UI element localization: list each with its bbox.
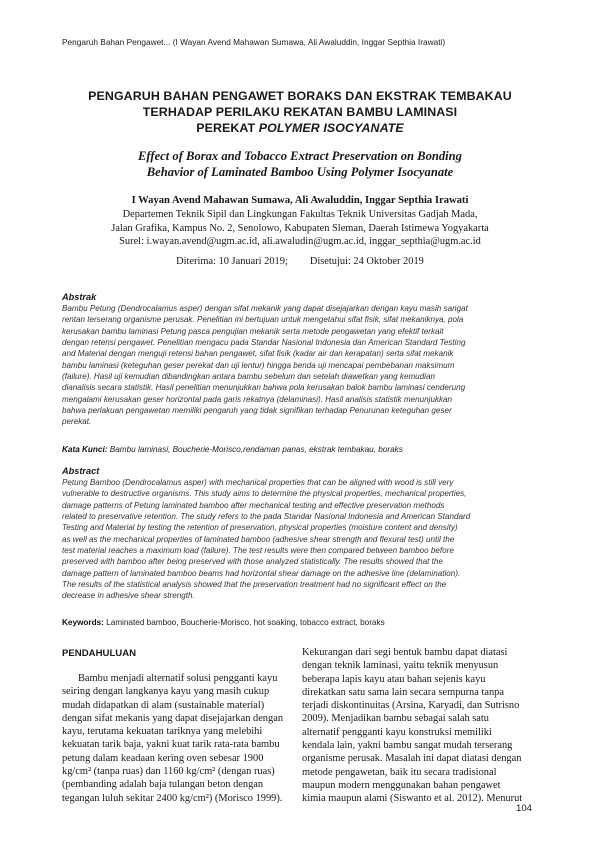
body-line: petung dalam keadaan kering oven sebesar 1900 [62,752,264,764]
body-line: Bambu menjadi alternatif solusi pengganti kayu [78,673,278,684]
authors: I Wayan Avend Mahawan Sumawa, Ali Awaluddin, Inggar Septhia Irawati [131,195,469,206]
body-line: maupun modern menggunakan bahan pengawet [302,779,501,791]
left-column [62,648,298,805]
title-indonesian [70,88,530,136]
affiliation-line: Departemen Teknik Sipil dan Lingkungan Fakultas Teknik Universitas Gadjah Mada, [122,209,478,220]
page-number: 104 [516,803,533,814]
title-en-line: Behavior of Laminated Bamboo Using Polymer Isocyanate [146,165,454,179]
abstract-en-body [62,477,540,602]
affiliation-email-line: Surel: i.wayan.avend@ugm.ac.id, ali.awaludin@ugm.ac.id, inggar_septhia@ugm.ac.id [119,236,481,247]
body-line: organisme perusak. Masalah ini dapat diatasi dengan [302,753,522,765]
title-block [70,88,530,268]
keywords-label: Keywords: [62,618,104,627]
title-id-line3-prefix: PEREKAT [196,121,259,135]
abstrak-line: dengan retensi pengawet. Penelitian mengacu pada Standar Nasional Indonesia dan American Standard Testing [62,338,466,348]
abstract-en-line: The results of the statistical analysis showed that the preservation treatment had no significant effect on the [62,580,447,590]
body-line: tegangan luluh sekitar 2400 kg/cm²) (Morisco 1999). [62,792,283,804]
abstrak-line: (failure). Hasil uji kemudian dibandingkan antara bambu sebelum dan setelah diawetkan yang kemudian [62,372,435,382]
body-line: terjadi diskontinuitas (Arsina, Karyadi, dan Sutrisno [302,700,520,712]
date-received: Diterima: 10 Januari 2019; [176,255,288,267]
abstrak-line: dianalisis secara statistik. Hasil penelitian menunjukkan bahwa pola kerusakan balok bambu laminasi cenderung [62,383,466,393]
abstrak-line: and Material dengan menguji retensi bahan pengawet, sifat fisik (kadar air dan kerapatan) serta sifat mekanik [62,349,454,359]
body-line: seiring dengan langkanya kayu yang masih cukup [62,686,270,698]
kata-kunci [62,444,540,456]
body-line: dengan sifat mekanis yang dapat disejajarkan dengan [62,712,284,724]
abstrak-line: rentan terserang organisme perusak. Penelitian ini bertujuan untuk mengetahui sifat fisik, sifat mekaniknya, pola [62,315,464,325]
body-line: (pembanding adalah baja tulangan beton dengan [62,779,264,791]
abstract-en-line: vulnerable to destructive organisms. This study aims to determine the physical properties, mechanical properties, [62,489,467,499]
abstract-en-line: related to preservative retention. The study refers to the pada Standar Nasional Indonesia and American Standard [62,512,471,522]
abstract-en-line: as well as the mechanical properties of laminated bamboo (adhesive shear strength and flexural test) until the [62,534,455,544]
kata-kunci-label: Kata Kunci: [62,445,108,454]
body-line: kimia maupun alami (Siswanto et al. 2012). Menurut [302,793,523,805]
abstrak-section [62,291,540,428]
body-line: kayu, terutama kekuatan tariknya yang melebihi [62,726,263,738]
affiliation [70,208,530,249]
abstract-en-line: Testing and Material by testing the retention of preservation, physical properties (moisture content and density) [62,523,458,533]
body-line: Kekurangan dari segi bentuk bambu dapat diatasi [302,647,508,658]
title-english [70,148,530,180]
abstract-en-section [62,465,540,602]
title-id-line: PENGARUH BAHAN PENGAWET BORAKS DAN EKSTRAK TEMBAKAU [88,89,512,103]
body-line: beberapa lapis kayu atau bahan sejenis kayu [302,673,486,685]
body-line: 2009). Menjadikan bambu sebagai salah satu [302,713,489,725]
title-en-line: Effect of Borax and Tobacco Extract Preservation on Bonding [138,149,462,163]
date-accepted: Disetujui: 24 Oktober 2019 [309,255,424,267]
right-column [302,646,540,806]
section-heading: PENDAHULUAN [62,648,137,659]
title-id-line [70,120,530,136]
abstract-en-line: damage patterns of Petung laminated bamboo after mechanical testing and effective preservation methods [62,500,445,510]
abstrak-line: Bambu Petung (Dendrocalamus asper) dengan sifat mekanik yang dapat disejajarkan dengan kayu masih sangat [62,304,468,313]
title-id-line: TERHADAP PERILAKU REKATAN BAMBU LAMINASI [142,105,458,119]
keywords [62,617,540,629]
abstrak-line: bambu laminasi (keteguhan geser perekat dan uji lentur) hingga benda uji mencapai pembebanan maksimum [62,360,455,370]
keywords-value: Laminated bamboo, Boucherie-Morisco, hot soaking, tobacco extract, boraks [103,618,385,627]
abstrak-line: bahwa perlakuan pengawetan memiliki pengaruh yang tidak signifikan terhadap Penurunan keteguhan geser [62,406,452,416]
body-line: mudah didapatkan di alam (sustainable material) [62,699,265,711]
abstract-en-line: Petung Bamboo (Dendrocalamus asper) with mechanical properties that can be aligned with wood is still very [62,478,454,487]
abstract-en-line: decrease in adhesive shear strength. [62,591,195,601]
abstract-en-line: damage pattern of laminated bamboo beams had horizontal shear damage on the adhesive line (delamination). [62,568,461,578]
abstrak-line: perekat. [62,417,92,427]
dates [70,255,530,268]
body-line: metode pengawetan, baik itu secara tradisional [302,766,497,778]
abstrak-line: kerusakan bambu laminasi Petung pasca pengujian mekanik serta metode pengawetan yang efektif terkait [62,326,444,336]
body-line: kendala lain, yakni bambu sangat mudah terserang [302,740,513,752]
running-header: Pengaruh Bahan Pengawet... (I Wayan Avend Mahawan Sumawa, Ali Awaluddin, Inggar Septhia Irawati) [62,37,446,47]
abstract-en-heading: Abstract [62,466,100,476]
body-line: kekuatan tarik baja, yakni kuat tarik rata-rata bambu [62,739,280,751]
body-line: alternatif pengganti kayu konstruksi memiliki [302,726,492,738]
abstract-en-line: preserved with bamboo after being preserved with those analyzed statistically. The results showed that the [62,557,443,567]
body-line: dengan teknik laminasi, yaitu teknik menyusun [302,660,499,672]
kata-kunci-value: Bambu laminasi, Boucherie-Morisco,rendaman panas, ekstrak tembakau, boraks [107,445,403,454]
abstract-en-line: test material reaches a maximum load (failure). The test results were then compared between bamboo before [62,546,454,556]
abstrak-body [62,303,540,428]
body-line: kg/cm² (tanpa ruas) dan 1160 kg/cm² (dengan ruas) [62,766,275,778]
title-id-line3-italic: POLYMER ISOCYANATE [258,121,404,135]
body-line: direkatkan satu sama lain secara sempurna tanpa [302,686,504,698]
abstrak-heading: Abstrak [62,292,97,302]
affiliation-line: Jalan Grafika, Kampus No. 2, Senolowo, Kabupaten Sleman, Daerah Istimewa Yogyakarta [111,222,489,234]
abstrak-line: mengalami kerusakan geser horizontal pada garis rekatnya (delaminasi). Hasil analisis statistik menunjukkan [62,394,453,404]
